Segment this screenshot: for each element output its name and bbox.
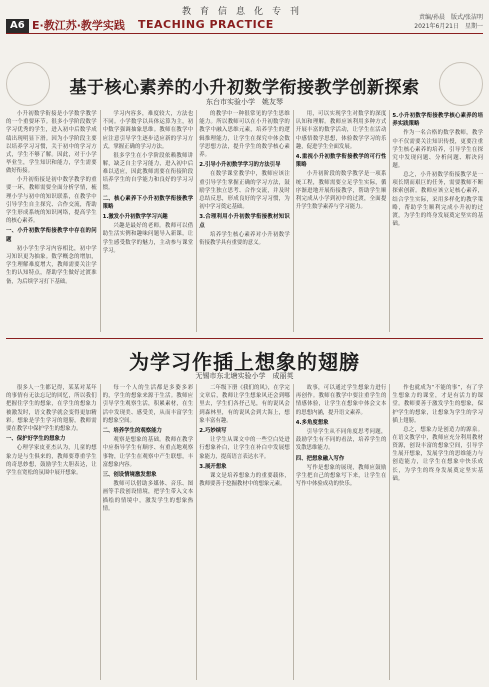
paragraph: 小升初阶段的数学教学是一项系统工程，教师需要立足学生实际，循序渐进地开展衔接教学，帮助学生顺利完成从小学到初中的过渡，全面提升学生数学素养与学习能力。 <box>295 171 387 211</box>
issue-date: 2021年6月21日 星期一 <box>414 23 483 30</box>
subheading: 一、保护好学生的想象力 <box>6 436 66 443</box>
column-rule <box>389 384 390 680</box>
column-rule <box>389 110 390 332</box>
article2-headline: 为学习作插上想象的翅膀 <box>129 350 360 374</box>
issue-info <box>414 13 483 31</box>
subheading: 5.小升初数学衔接教学核心素养的培养实践策略 <box>392 113 483 128</box>
article1-column <box>103 110 194 332</box>
subheading: 3.合理利用小升初数学衔接教材知识点 <box>199 214 290 229</box>
paragraph: 二年级下册《我们的风》，在学完文章后，教师让学生想象风还会到哪里去，学生们各抒己见，有的说风会到森林里，有的说风会到大海上，想象丰富有趣。 <box>199 385 290 424</box>
paragraph: 在数学课堂教学中，教师应该注重引导学生掌握正确的学习方法，鼓励学生独立思考、合作交流，并及时总结反思，形成良好的学习习惯，为初中学习奠定基础。 <box>199 171 290 211</box>
paragraph: 让学生从课文中的一些空白处进行想象补白，让学生在补白中发展想象能力，提高语言表达水平。 <box>199 437 290 460</box>
editor-credit: 责编/孙晨 版式/张洁明 <box>418 14 483 21</box>
paragraph: 用，可以实现学生对数学的深度认知和理解。教师应该利用多种方式开展丰富的数学活动，让学生在活动中感悟数学思想，体验数学学习的乐趣，促进学生全面发展。 <box>295 111 387 150</box>
paragraph: 很多人一生都记得，某某对某年的事情有无法忘记的回忆，所以我们把握住学生的想象，在学生的想象力被激发时，语文教学就会变得更加精彩。想象是学生学习的翅膀，教师需要在教学中保护学生的想象力。 <box>6 385 97 433</box>
article2-column <box>392 384 483 680</box>
page-number-tag: A6 <box>6 19 29 33</box>
paragraph: 小升初数学衔接是小学数学教学的一个重要环节。很多小学阶段数学学习优秀的学生，进入初中后数学成绩出现明显下滑。因为小学阶段主要以培养学习习惯，关于初中的学习方式，学生不够了解。因此，对于小学毕业生，学生知识和能力，学生需要做好衔接。 <box>6 111 97 175</box>
paragraph: 的教学中一种很常见的学生思维能力。所以教师可以在小升初数学的教学中融入思维元素，培养学生的逻辑推理能力，让学生在探究中体会数学思想方法，提升学生的数学核心素养。 <box>199 111 290 159</box>
section-title: E·教江苏·教学实践 <box>32 19 125 32</box>
paragraph: 小升初衔接是初中数学教学的重要一环，教师需要全面分析学情，梳理小学与初中的知识联系，在教学中引导学生自主探究、合作交流，帮助学生形成系统的知识网络，提高学生的核心素养。 <box>6 177 97 225</box>
subheading: 2.巧妙续写 <box>199 428 227 435</box>
article1-column <box>6 110 97 332</box>
article-divider <box>6 338 483 339</box>
subheading: 三、创设情境激发想象 <box>102 472 157 479</box>
paragraph: 每一个人的生活都是多姿多彩的，学生的想象来源于生活。教师应引导学生观察生活，积累素材，在生活中发现美、感受美，从而丰富学生的想象空间。 <box>102 385 194 424</box>
subheading: 四、把想象融入写作 <box>295 455 345 462</box>
subheading: 4.重视小升初数学衔接教学的可行性策略 <box>295 154 387 169</box>
article2-column <box>199 384 290 680</box>
subheading: 4.多角度想象 <box>295 419 329 426</box>
paragraph: 作为一名合格的数学教师，教学中不仅需要关注知识传授，更要注重学生核心素养的培养，引导学生在探究中发现问题、分析问题、解决问题。 <box>392 130 483 170</box>
paragraph: 教师可以借助多媒体、音乐、图画等手段创设情境，把学生带入文本描绘的情境中，激发学生的想象热情。 <box>102 481 194 512</box>
column-rule <box>196 384 197 680</box>
masthead-rule <box>6 33 483 34</box>
article1-byline: 东台市实验小学 姚友琴 <box>206 98 283 106</box>
article2-byline: 无锡市东北塘实验小学 成丽英 <box>195 372 294 380</box>
paragraph: 学习内容多，难度较大，方法也不同。小学数学以具体运算为主，初中数学强调抽象思维。教师在教学中应注意引导学生逐步适应新的学习方式，掌握正确的学习方法。 <box>102 111 194 150</box>
masthead <box>0 0 489 32</box>
article1-column <box>296 110 387 332</box>
paragraph: 作也就成为“不能的事”，有了学生想象力的课堂，才是有活力的课堂。教师要善于激发学生的想象，保护学生的想象，让想象为学生的学习插上翅膀。 <box>392 385 483 424</box>
article1-column <box>392 110 483 332</box>
paragraph: 兴趣是最好的老师。教师可以借助生活实例和趣味问题导入新课，让学生感受数学的魅力，主动参与课堂学习。 <box>102 223 194 254</box>
column-rule <box>100 110 101 332</box>
article1-column <box>199 110 290 332</box>
paragraph: 观察是想象的基础。教师在教学中应指导学生有顺序、有重点地观察事物，让学生在观察中产生联想，丰富想象内容。 <box>102 437 194 468</box>
paragraph: 总之，小升初数学衔接教学是一项长期而艰巨的任务，需要教师不断探索创新。教师应该立足核心素养，结合学生实际，采用多样化的教学策略，帮助学生顺利完成小升初的过渡，为学生的终身发展奠定坚实的基础。 <box>392 171 483 228</box>
subheading: 二、核心素养下小升初数学衔接教学策略 <box>102 195 194 210</box>
paragraph: 培养学生核心素养对小升初数学衔接教学具有重要的意义。 <box>199 231 290 247</box>
paragraph: 课文是培养想象力的重要载体，教师要善于挖掘教材中的想象元素。 <box>199 473 290 488</box>
column-rule <box>100 384 101 680</box>
subheading: 2.引导小升初数学学习的方法引导 <box>199 162 281 169</box>
column-rule <box>293 384 294 680</box>
paragraph: 引导学生从不同角度思考问题，鼓励学生有不同的看法，培养学生的发散思维能力。 <box>295 429 387 452</box>
paragraph: 心理学家皮亚杰认为，儿童的想象力是与生俱来的，教师要尊重学生的奇思妙想，鼓励学生大胆表达，让学生在宽松的氛围中展开想象。 <box>6 445 97 477</box>
subheading: 1.激发小升初数学学习兴趣 <box>102 213 168 220</box>
paragraph: 很多学生在小学阶段依赖教师讲解，缺乏自主学习能力，进入初中后难以适应，因此教师需要在衔接阶段培养学生的自学能力和良好的学习习惯。 <box>102 152 194 192</box>
article2-column <box>296 384 387 680</box>
column-rule <box>293 110 294 332</box>
paragraph: 写作是想象的展现，教师应鼓励学生把自己的想象写下来，让学生在写作中体验成功的快乐。 <box>295 464 387 488</box>
subheading: 一、小升初数学衔接教学中存在的问题 <box>6 228 97 243</box>
section-title-english: TEACHING PRACTICE <box>138 18 274 31</box>
article2-column <box>6 384 97 680</box>
paragraph: 初小学生学习内容相比，初中学习知识更为抽象。数学概念的增加，学生理解难度增大，教师需要关注学生的认知特点，帮助学生做好过渡准备，为后续学习打下基础。 <box>6 245 97 285</box>
paragraph: 总之，想象力是创造力的源泉。在语文教学中，教师应充分利用教材资源，创设丰富的想象空间，引导学生展开想象，发展学生的思维能力与创造能力，让学生在想象中快乐成长，为学生的终身发展奠定坚实基础。 <box>392 426 483 482</box>
subheading: 3.展开想象 <box>199 463 227 470</box>
subheading: 二、培养学生的观察能力 <box>102 428 162 435</box>
newspaper-title: 教育信息化专刊 <box>181 7 308 17</box>
article1-headline: 基于核心素养的小升初数学衔接教学创新探索 <box>69 78 420 98</box>
paragraph: 故事，可以通过学生想象力进行再创作。教师在教学中要注重学生的情感体验，让学生在想象中体会文本的思想内涵，提升语文素养。 <box>295 385 387 416</box>
column-rule <box>196 110 197 332</box>
article2-column <box>103 384 194 680</box>
